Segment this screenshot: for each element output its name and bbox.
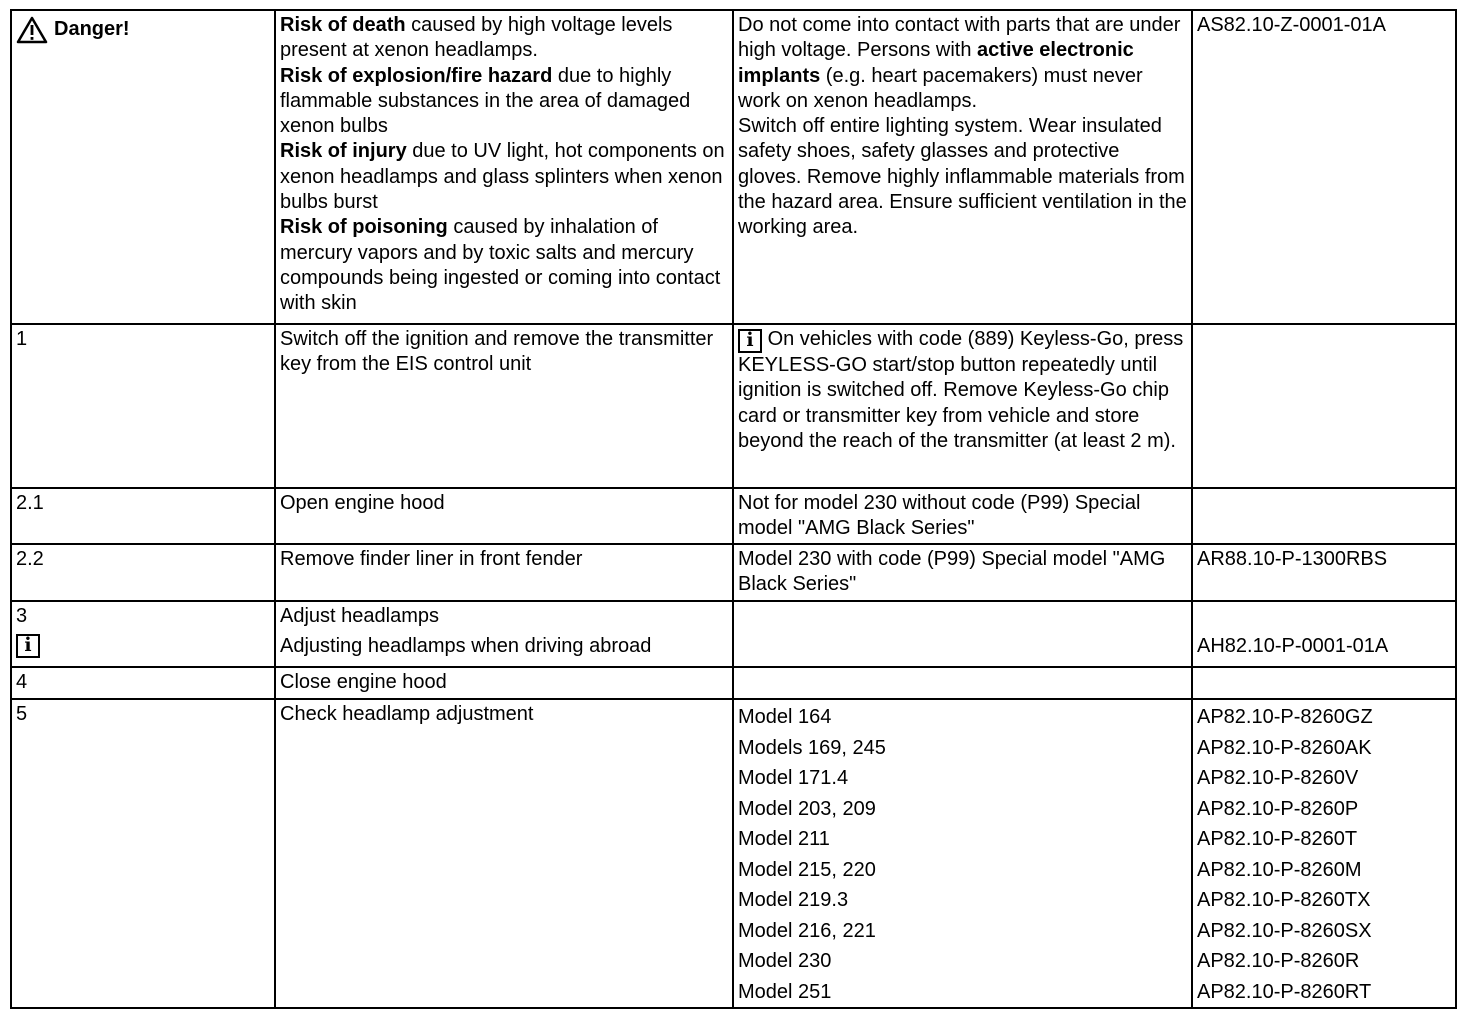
step-row (11, 699, 1456, 1008)
model-item: Model 251 (738, 980, 832, 1003)
info-icon: i (738, 329, 762, 353)
step-ref (1192, 324, 1456, 488)
model-item: Model 171.4 (738, 767, 849, 789)
step-row (11, 601, 1456, 667)
info-action: Adjusting headlamps when driving abroad (280, 635, 652, 657)
model-ref[interactable]: AP82.10-P-8260GZ (1197, 706, 1373, 728)
model-list (733, 699, 1192, 1008)
danger-ref[interactable]: AS82.10-Z-0001-01A (1192, 10, 1456, 324)
danger-label: Danger! (54, 18, 130, 41)
model-ref[interactable]: AP82.10-P-8260TX (1197, 889, 1371, 911)
model-ref[interactable]: AP82.10-P-8260T (1197, 828, 1358, 850)
step-number-cell (11, 601, 275, 667)
step-row (11, 544, 1456, 601)
step-note (733, 667, 1192, 699)
step-action-cell (275, 601, 733, 667)
step-number: 5 (11, 699, 275, 1008)
risk-cell (275, 10, 733, 324)
step-number: 4 (11, 667, 275, 699)
model-item: Model 230 (738, 950, 832, 972)
step-ref-cell (1192, 601, 1456, 667)
model-ref[interactable]: AP82.10-P-8260M (1197, 858, 1362, 881)
info-ref[interactable]: AH82.10-P-0001-01A (1197, 635, 1389, 657)
risk-death: Risk of death caused by high voltage levels present at xenon headlamps. (280, 14, 673, 62)
step-ref (1192, 667, 1456, 699)
step-row (11, 488, 1456, 544)
model-item: Models 169, 245 (738, 736, 886, 759)
model-ref[interactable]: AP82.10-P-8260AK (1197, 736, 1372, 759)
risk-poisoning: Risk of poisoning caused by inhalation of mercury vapors and by toxic salts and mercury compounds being ingested or coming into contact with skin (280, 216, 721, 315)
model-item: Model 216, 221 (738, 919, 876, 942)
step-action: Remove finder liner in front fender (275, 544, 733, 601)
step-note: i On vehicles with code (889) Keyless-Go, press KEYLESS-GO start/stop button repeatedly until ignition is switched off. Remove Keyless-Go chip card or transmitter key from vehicle and store beyond the reach of the transmitter (at least 2 m). (733, 324, 1192, 488)
model-item: Model 164 (738, 706, 832, 728)
risk-injury: Risk of injury due to UV light, hot components on xenon headlamps and glass splinters when xenon bulbs burst (280, 140, 725, 214)
warning-icon (16, 16, 48, 44)
step-action: Adjust headlamps (280, 605, 439, 627)
step-number: 2.2 (11, 544, 275, 601)
model-item: Model 215, 220 (738, 858, 876, 881)
step-ref[interactable]: AR88.10-P-1300RBS (1192, 544, 1456, 601)
step-number: 3 (16, 605, 28, 627)
measures-text-1: Do not come into contact with parts that are under high voltage. Persons with active electronic implants (e.g. heart pacemakers) must never work on xenon headlamps. (738, 14, 1181, 112)
step-action: Close engine hood (275, 667, 733, 699)
step-row (11, 324, 1456, 488)
danger-row (11, 10, 1456, 324)
step-action: Switch off the ignition and remove the transmitter key from the EIS control unit (275, 324, 733, 488)
model-ref[interactable]: AP82.10-P-8260V (1197, 767, 1359, 789)
step-action: Check headlamp adjustment (275, 699, 733, 1008)
step-number: 2.1 (11, 488, 275, 544)
ref-list (1192, 699, 1456, 1008)
step-action: Open engine hood (275, 488, 733, 544)
procedure-table (10, 9, 1457, 1009)
measures-text-2: Switch off entire lighting system. Wear insulated safety shoes, safety glasses and protective gloves. Remove highly inflammable materials from the hazard area. Ensure sufficient ventilation in the working area. (738, 115, 1187, 239)
model-item: Model 211 (738, 828, 830, 850)
risk-explosion: Risk of explosion/fire hazard due to highly flammable substances in the area of damaged xenon bulbs (280, 64, 691, 138)
model-ref[interactable]: AP82.10-P-8260SX (1197, 919, 1372, 942)
model-item: Model 219.3 (738, 889, 849, 911)
model-ref[interactable]: AP82.10-P-8260P (1197, 797, 1359, 820)
step-note (733, 601, 1192, 667)
step-note: Not for model 230 without code (P99) Special model "AMG Black Series" (733, 488, 1192, 544)
step-ref (1192, 488, 1456, 544)
step-row (11, 667, 1456, 699)
step-note: Model 230 with code (P99) Special model "AMG Black Series" (733, 544, 1192, 601)
measures-cell (733, 10, 1192, 324)
info-icon: i (16, 634, 40, 658)
model-ref[interactable]: AP82.10-P-8260RT (1197, 980, 1372, 1003)
danger-cell (11, 10, 275, 324)
model-item: Model 203, 209 (738, 797, 876, 820)
step-number: 1 (11, 324, 275, 488)
model-ref[interactable]: AP82.10-P-8260R (1197, 950, 1360, 972)
